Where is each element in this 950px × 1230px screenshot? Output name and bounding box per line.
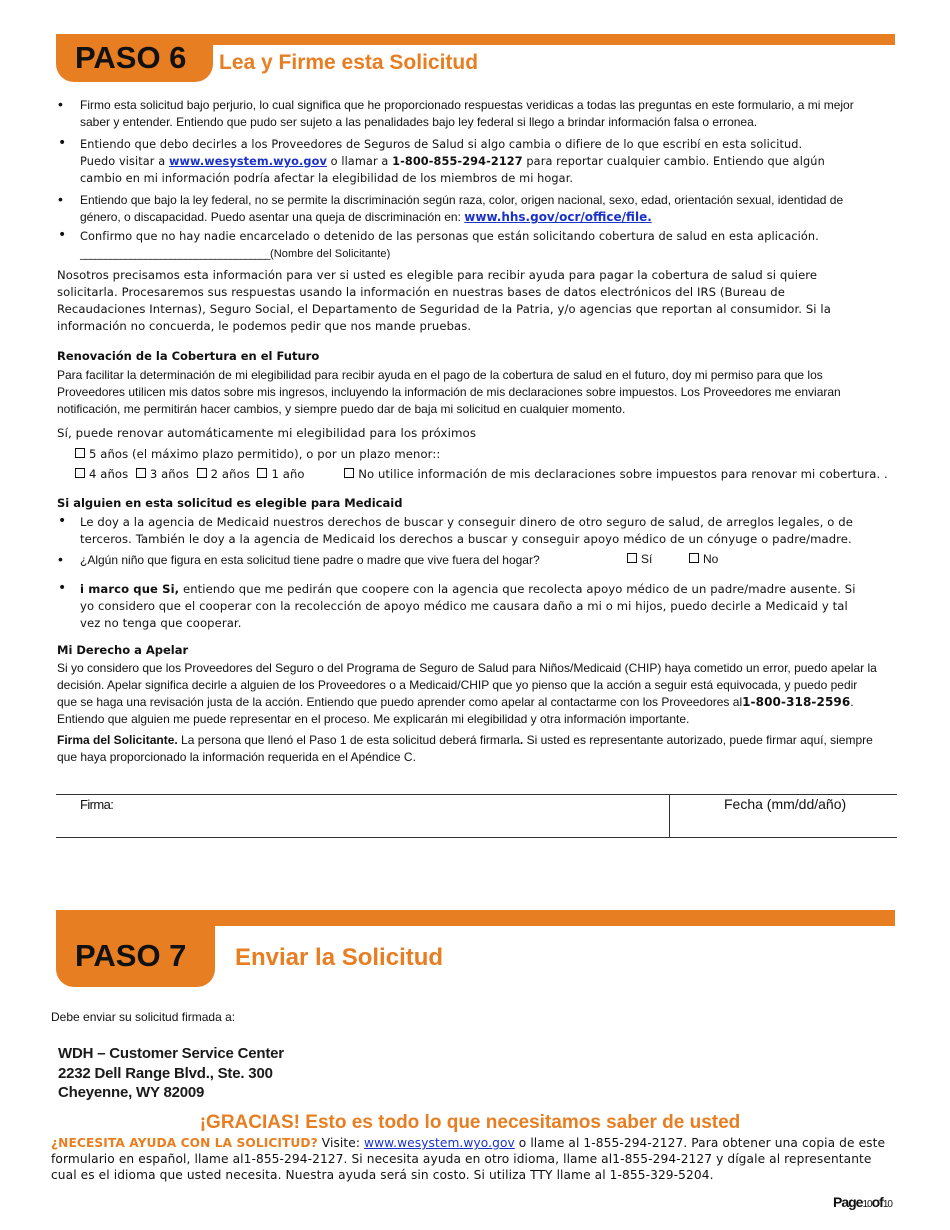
step6-label: PASO 6 xyxy=(75,40,187,75)
renewal-question: Sí, puede renovar automáticamente mi elegibilidad para los próximos xyxy=(57,426,477,440)
renew-option-no-tax[interactable]: No utilice información de mis declaraciones sobre impuestos para renovar mi cobertura. . xyxy=(344,467,888,481)
help-text: ¿NECESITA AYUDA CON LA SOLICITUD? Visite: www.wesystem.wyo.gov o llame al 1-855-294-2127. Para obtener una copia de este formulario en español, llame al1-855-294-2127. Si necesita ayuda en otro idioma, llame al1-855-294-2127 y dígale al representante cual es el idioma que usted necesita. Nuestra ayuda será sin costo. Si utiliza TTY llame al 1-855-329-5204. xyxy=(51,1136,886,1182)
renew-option-5[interactable]: 5 años (el máximo plazo permitido), o por un plazo menor:: xyxy=(75,447,440,461)
parent-no-option[interactable]: No xyxy=(689,552,718,566)
checkbox[interactable] xyxy=(75,468,85,478)
checkbox[interactable] xyxy=(344,468,354,478)
step7-label-box xyxy=(56,910,215,987)
medicaid-bullet-rights: • Le doy a la agencia de Medicaid nuestros derechos de buscar y conseguir dinero de otro seguro de salud, de arreglos legales, o de terceros. También le doy a la agencia de Medicaid los derechos a buscar y conseguir apoyo médico de un cónyuge o padre/madre. xyxy=(80,514,860,548)
signature-field[interactable] xyxy=(56,795,668,837)
renew-option-3[interactable]: 3 años xyxy=(136,467,189,481)
step7-label: PASO 7 xyxy=(75,938,187,973)
bullet-perjury: • Firmo esta solicitud bajo perjurio, lo cual significa que he proporcionado respuestas veridicas a todas las preguntas en este formulario, a mi mejor saber y entender. Entiendo que pudo ser sujeto a las penalidades bajo ley federal si llego a brindar información falsa o erronea. xyxy=(80,97,860,131)
help-link[interactable]: www.wesystem.wyo.gov xyxy=(364,1136,515,1150)
medicaid-bullet-parent: • ¿Algún niño que figura en esta solicitud tiene padre o madre que vive fuera del hogar? xyxy=(80,552,860,569)
step6-title: Lea y Firme esta Solicitud xyxy=(219,51,479,74)
appeal-text: Si yo considero que los Proveedores del Seguro o del Programa de Seguro de Salud para Niños/Medicaid (CHIP) haya cometido un error, puedo apelar la decisión. Apelar significa decirle a alguien de los Proveedores o a Medicaid/CHIP que yo pienso que la acción a seguir está equivocada, y puedo pedir que se haga una revisación justa de la acción. Entiendo que puedo aprender como apelar al contactarme con los Proveedores al1-800-318-2596. Entiendo que alguien me puede representar en el proceso. Me explicarán mi elegibilidad y otra información importante. xyxy=(57,661,877,726)
wesystem-link[interactable]: www.wesystem.wyo.gov xyxy=(168,155,327,168)
date-field[interactable] xyxy=(670,795,897,837)
signature-instructions: Firma del Solicitante. La persona que llenó el Paso 1 de esta solicitud deberá firmarla. Si usted es representante autorizado, puede firmar aquí, siempre que haya proporcionado la información requerida en el Apéndice C. xyxy=(57,733,873,764)
help-heading: ¿NECESITA AYUDA CON LA SOLICITUD? xyxy=(51,1136,318,1150)
info-paragraph: Nosotros precisamos esta información para ver si usted es elegible para recibir ayuda para pagar la cobertura de salud si quiere solicitarla. Procesaremos sus respuestas usando la información en nuestras bases de datos electrónicos del IRS (Bureau de Recaudaciones Internas), Seguro Social, el Departamento de Seguridad de la Patria, y/o agencias que reportan al consumidor. Si la información no concuerda, le podemos pedir que nos mande pruebas. xyxy=(57,268,831,333)
appeal-heading: Mi Derecho a Apelar xyxy=(57,643,189,657)
send-to-text: Debe enviar su solicitud firmada a: xyxy=(51,1010,236,1024)
renew-option-1[interactable]: 1 año xyxy=(257,467,304,481)
checkbox[interactable] xyxy=(75,448,85,458)
renewal-heading: Renovación de la Cobertura en el Futuro xyxy=(57,349,320,363)
checkbox[interactable] xyxy=(197,468,207,478)
renew-option-4[interactable]: 4 años xyxy=(75,467,128,481)
mailing-address: WDH – Customer Service Center 2232 Dell Range Blvd., Ste. 300 Cheyenne, WY 82009 xyxy=(58,1045,284,1101)
checkbox[interactable] xyxy=(689,553,699,563)
bullet-changes: • Entiendo que debo decirles a los Proveedores de Seguros de Salud si algo cambia o difiere de lo que escribí en esta solicitud. Puedo visitar a www.wesystem.wyo.gov o llamar a 1-800-855-294-2127 para reportar cualquier cambio. Entiendo que algún cambio en mi información podría afectar la elegibilidad de los miembros de mi hogar. xyxy=(80,136,860,187)
date-field-label: Fecha (mm/dd/año) xyxy=(724,796,847,812)
step6-label-box xyxy=(56,34,213,82)
applicant-name-caption: (Nombre del Solicitante) xyxy=(270,248,391,260)
checkbox[interactable] xyxy=(136,468,146,478)
hhs-link[interactable]: www.hhs.gov/ocr/office/file. xyxy=(464,210,652,224)
medicaid-bullet-cooperate: • i marco que Si, entiendo que me pedirán que coopere con la agencia que recolecta apoyo médico de un padre/madre ausente. Si yo considero que el cooperar con la recolección de apoyo médico me causara daño a mi o mi hijos, puedo decirle a Medicaid y tal vez no tenga que cooperar. xyxy=(80,581,860,632)
thanks-banner: ¡GRACIAS! Esto es todo lo que necesitamos saber de usted xyxy=(199,1112,741,1133)
parent-yes-option[interactable]: Sí xyxy=(627,552,652,566)
bullet-discrimination: • Entiendo que bajo la ley federal, no se permite la discriminación según raza, color, origen nacional, sexo, edad, orientación sexual, identidad de género, o discapacidad. Puedo asentar una queja de discriminación en: www.hhs.gov/ocr/office/file. xyxy=(80,192,860,226)
checkbox[interactable] xyxy=(257,468,267,478)
medicaid-heading: Si alguien en esta solicitud es elegible para Medicaid xyxy=(57,496,403,510)
applicant-name-line[interactable]: ______________________________________ xyxy=(80,247,270,260)
step7-title: Enviar la Solicitud xyxy=(235,944,444,971)
page-number: Page10of10 xyxy=(833,1194,892,1210)
checkbox[interactable] xyxy=(627,553,637,563)
signature-field-label: Firma: xyxy=(80,797,114,812)
appeal-phone: 1-800-318-2596 xyxy=(742,695,851,709)
renew-option-2[interactable]: 2 años xyxy=(197,467,250,481)
renew-options-row xyxy=(75,467,888,481)
phone-number: 1-800-855-294-2127 xyxy=(392,155,523,168)
renewal-text: Para facilitar la determinación de mi elegibilidad para recibir ayuda en el pago de la cobertura de salud en el futuro, doy mi permiso para que los Proveedores utilicen mis datos sobre mis ingresos, incluyendo la información de mis declaraciones sobre impuestos. Los Proveedores me enviaran notificación, me permitirán hacer cambios, y siempre puedo dar de baja mi solicitud en cualquier momento. xyxy=(57,368,841,416)
bullet-incarcerated: • Confirmo que no hay nadie encarcelado o detenido de las personas que están solicitando cobertura de salud en esta aplicación. ______________________________________(Nombre del Solicitante) xyxy=(80,228,860,263)
signature-table xyxy=(56,794,897,838)
